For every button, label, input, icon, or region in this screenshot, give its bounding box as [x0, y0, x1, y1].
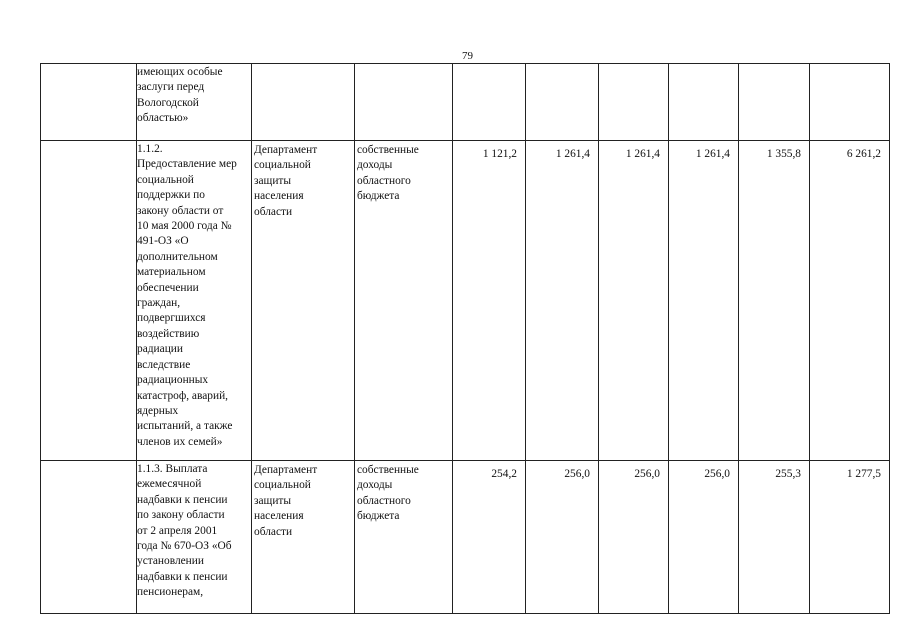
funding-source-cell-line: доходы [357, 479, 393, 492]
measure-cell-line: по закону области [137, 509, 225, 522]
funding-source-cell-line: областного [357, 494, 411, 507]
value-cell [526, 64, 599, 141]
measure-cell-line: граждан, [137, 297, 181, 310]
value-cell: 1 355,8 [739, 141, 810, 461]
executor-cell-line: социальной [254, 159, 311, 172]
executor-cell [252, 64, 355, 141]
funding-source-cell [355, 461, 453, 614]
measure-cell-line: Предоставление мер [137, 158, 237, 171]
executor-cell-line: социальной [254, 479, 311, 492]
funding-source-cell [355, 64, 453, 141]
value-cell: 1 261,4 [526, 141, 599, 461]
blank-cell [41, 141, 137, 461]
value-cell: 1 261,4 [599, 141, 669, 461]
measure-cell-line: радиационных [137, 374, 209, 387]
measure-cell [137, 461, 252, 614]
measure-cell-line: надбавки к пенсии [137, 493, 228, 506]
measure-cell-line: поддержки по [137, 189, 205, 202]
measure-cell-line: катастроф, аварий, [137, 389, 229, 402]
executor-cell [252, 141, 355, 461]
measure-cell-line: испытаний, а также [137, 420, 233, 433]
measure-cell-line: социальной [137, 173, 194, 186]
measure-cell-line: обеспечении [137, 281, 199, 294]
measure-cell-line: вследствие [137, 358, 191, 371]
measure-cell-line: 1.1.2. [137, 143, 163, 155]
value-cell: 1 121,2 [453, 141, 526, 461]
table-row [41, 461, 890, 614]
executor-cell [252, 461, 355, 614]
table-row [41, 141, 890, 461]
executor-cell-line: защиты [254, 494, 292, 507]
measure-cell-line: дополнительном [137, 250, 218, 263]
executor-cell-line: защиты [254, 174, 292, 187]
measure-cell-line: воздействию [137, 327, 200, 340]
measure-cell-line: областью» [137, 112, 189, 125]
executor-cell-line: населения [254, 190, 304, 203]
value-cell: 256,0 [526, 461, 599, 614]
value-cell: 256,0 [669, 461, 739, 614]
measure-cell-line: заслуги перед [137, 81, 205, 94]
funding-source-cell-line: бюджета [357, 510, 400, 523]
measure-cell-line: Вологодской [137, 96, 199, 109]
measure-cell-line: 491-ОЗ «О [137, 235, 189, 248]
value-cell: 6 261,2 [810, 141, 890, 461]
executor-cell-line: Департамент [254, 464, 318, 476]
funding-source-cell-line: бюджета [357, 190, 400, 203]
measure-cell-line: имеющих особые [137, 66, 223, 78]
measure-cell-line: ядерных [137, 404, 179, 417]
measure-cell-line: ежемесячной [137, 478, 202, 491]
value-cell [810, 64, 890, 141]
value-cell: 255,3 [739, 461, 810, 614]
measure-cell-line: членов их семей» [137, 435, 223, 448]
measure-cell-line: подвергшихся [137, 312, 206, 325]
funding-source-cell-line: собственные [357, 144, 419, 156]
measure-cell-line: надбавки к пенсии [137, 570, 228, 583]
table-row [41, 64, 890, 141]
funding-source-cell [355, 141, 453, 461]
measure-cell-line: года № 670-ОЗ «Об [137, 540, 232, 553]
measure-cell [137, 141, 252, 461]
executor-cell-line: области [254, 205, 293, 218]
measure-cell-line: установлении [137, 555, 204, 568]
executor-cell-line: Департамент [254, 144, 318, 156]
executor-cell-line: области [254, 525, 293, 538]
value-cell: 256,0 [599, 461, 669, 614]
executor-cell-line: населения [254, 510, 304, 523]
measure-cell-line: пенсионерам, [137, 586, 204, 599]
value-cell [739, 64, 810, 141]
blank-cell [41, 64, 137, 141]
measure-cell-line: 10 мая 2000 года № [137, 220, 232, 233]
measure-cell-line: радиации [137, 343, 183, 356]
blank-cell [41, 461, 137, 614]
value-cell: 254,2 [453, 461, 526, 614]
funding-source-cell-line: областного [357, 174, 411, 187]
measure-cell-line: 1.1.3. Выплата [137, 463, 208, 475]
value-cell [453, 64, 526, 141]
measure-cell [137, 64, 252, 141]
funding-source-cell-line: собственные [357, 464, 419, 476]
measure-cell-line: закону области от [137, 204, 224, 217]
value-cell: 1 261,4 [669, 141, 739, 461]
page-number: 79 [462, 50, 473, 62]
value-cell [669, 64, 739, 141]
value-cell: 1 277,5 [810, 461, 890, 614]
value-cell [599, 64, 669, 141]
measure-cell-line: материальном [137, 266, 206, 279]
program-table [40, 63, 890, 614]
measure-cell-line: от 2 апреля 2001 [137, 524, 218, 537]
funding-source-cell-line: доходы [357, 159, 393, 172]
